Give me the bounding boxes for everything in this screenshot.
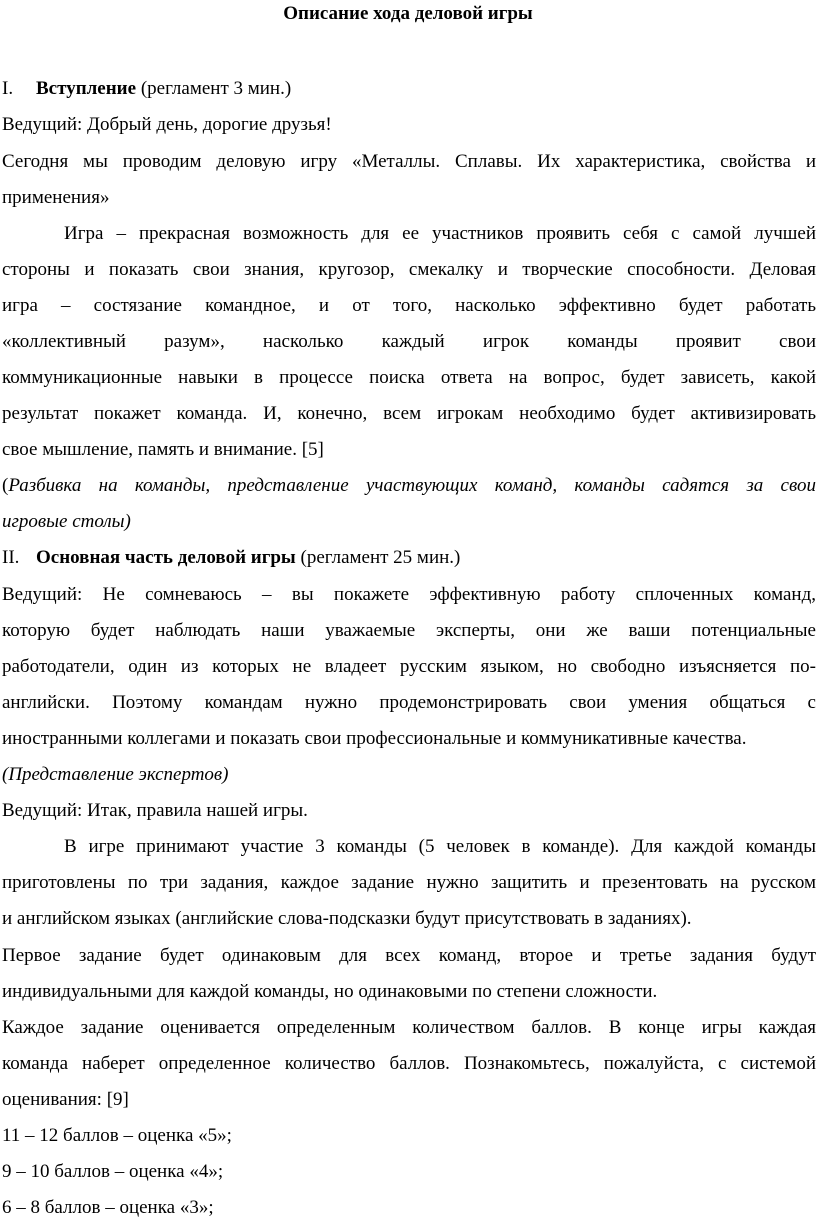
paragraph-line: Ведущий: Не сомневаюсь – вы покажете эффективную работу сплоченных команд,: [2, 584, 816, 605]
section-2-number: II.: [2, 547, 20, 568]
paragraph-line: применения»: [2, 187, 110, 208]
paragraph-line: команда наберет определенное количество баллов. Познакомьтесь, пожалуйста, с системой: [2, 1053, 816, 1074]
paragraph-line: «коллективный разум», насколько каждый игрок команды проявит свои: [2, 331, 816, 352]
paragraph-line: коммуникационные навыки в процессе поиска ответа на вопрос, будет зависеть, какой: [2, 367, 816, 388]
section-1-timing: (регламент 3 мин.): [136, 78, 292, 99]
grade-item: 6 – 8 баллов – оценка «3»;: [2, 1197, 214, 1218]
grade-item: 11 – 12 баллов – оценка «5»;: [2, 1125, 232, 1146]
stage-direction-line: [2, 474, 816, 498]
section-2-timing: (регламент 25 мин.): [295, 547, 461, 568]
paragraph-line: Ведущий: Итак, правила нашей игры.: [2, 800, 308, 821]
paragraph-line: иностранными коллегами и показать свои профессиональные и коммуникативные качества.: [2, 728, 747, 749]
paragraph-line: Сегодня мы проводим деловую игру «Металлы. Сплавы. Их характеристика, свойства и: [2, 151, 816, 172]
paragraph-line: стороны и показать свои знания, кругозор, смекалку и творческие способности. Деловая: [2, 259, 816, 280]
paragraph-line: свое мышление, память и внимание. [5]: [2, 439, 324, 460]
stage-direction-line: игровые столы): [2, 511, 131, 532]
paragraph-line: В игре принимают участие 3 команды (5 человек в команде). Для каждой команды: [64, 836, 816, 857]
paragraph-line: английски. Поэтому командам нужно продемонстрировать свои умения общаться с: [2, 692, 816, 713]
section-1-number: I.: [2, 78, 14, 99]
section-1-title: Вступление: [36, 78, 137, 99]
paragraph-line: Ведущий: Добрый день, дорогие друзья!: [2, 114, 332, 135]
open-paren: (: [2, 475, 9, 496]
stage-direction-text: Разбивка на команды, представление участвующих команд, команды садятся за свои: [8, 475, 816, 496]
section-2-heading: [2, 546, 816, 570]
paragraph-line: приготовлены по три задания, каждое задание нужно защитить и презентовать на русском: [2, 872, 816, 893]
paragraph-line: которую будет наблюдать наши уважаемые эксперты, они же ваши потенциальные: [2, 620, 816, 641]
paragraph-line: игра – состязание командное, и от того, насколько эффективно будет работать: [2, 295, 816, 316]
paragraph-line: Игра – прекрасная возможность для ее участников проявить себя с самой лучшей: [64, 223, 816, 244]
section-1-heading: [2, 77, 816, 101]
paragraph-line: Каждое задание оценивается определенным количеством баллов. В конце игры каждая: [2, 1017, 816, 1038]
stage-direction-line: (Представление экспертов): [2, 764, 229, 785]
paragraph-line: Первое задание будет одинаковым для всех команд, второе и третье задания будут: [2, 945, 816, 966]
grade-item: 9 – 10 баллов – оценка «4»;: [2, 1161, 224, 1182]
paragraph-line: и английском языках (английские слова-подсказки будут присутствовать в заданиях).: [2, 908, 692, 929]
paragraph-line: оценивания: [9]: [2, 1089, 129, 1110]
paragraph-line: работодатели, один из которых не владеет русским языком, но свободно изъясняется по-: [2, 656, 816, 677]
section-2-title: Основная часть деловой игры: [36, 547, 296, 568]
paragraph-line: индивидуальными для каждой команды, но одинаковыми по степени сложности.: [2, 981, 658, 1002]
paragraph-line: результат покажет команда. И, конечно, всем игрокам необходимо будет активизировать: [2, 403, 816, 424]
page-title: Описание хода деловой игры: [283, 3, 533, 24]
